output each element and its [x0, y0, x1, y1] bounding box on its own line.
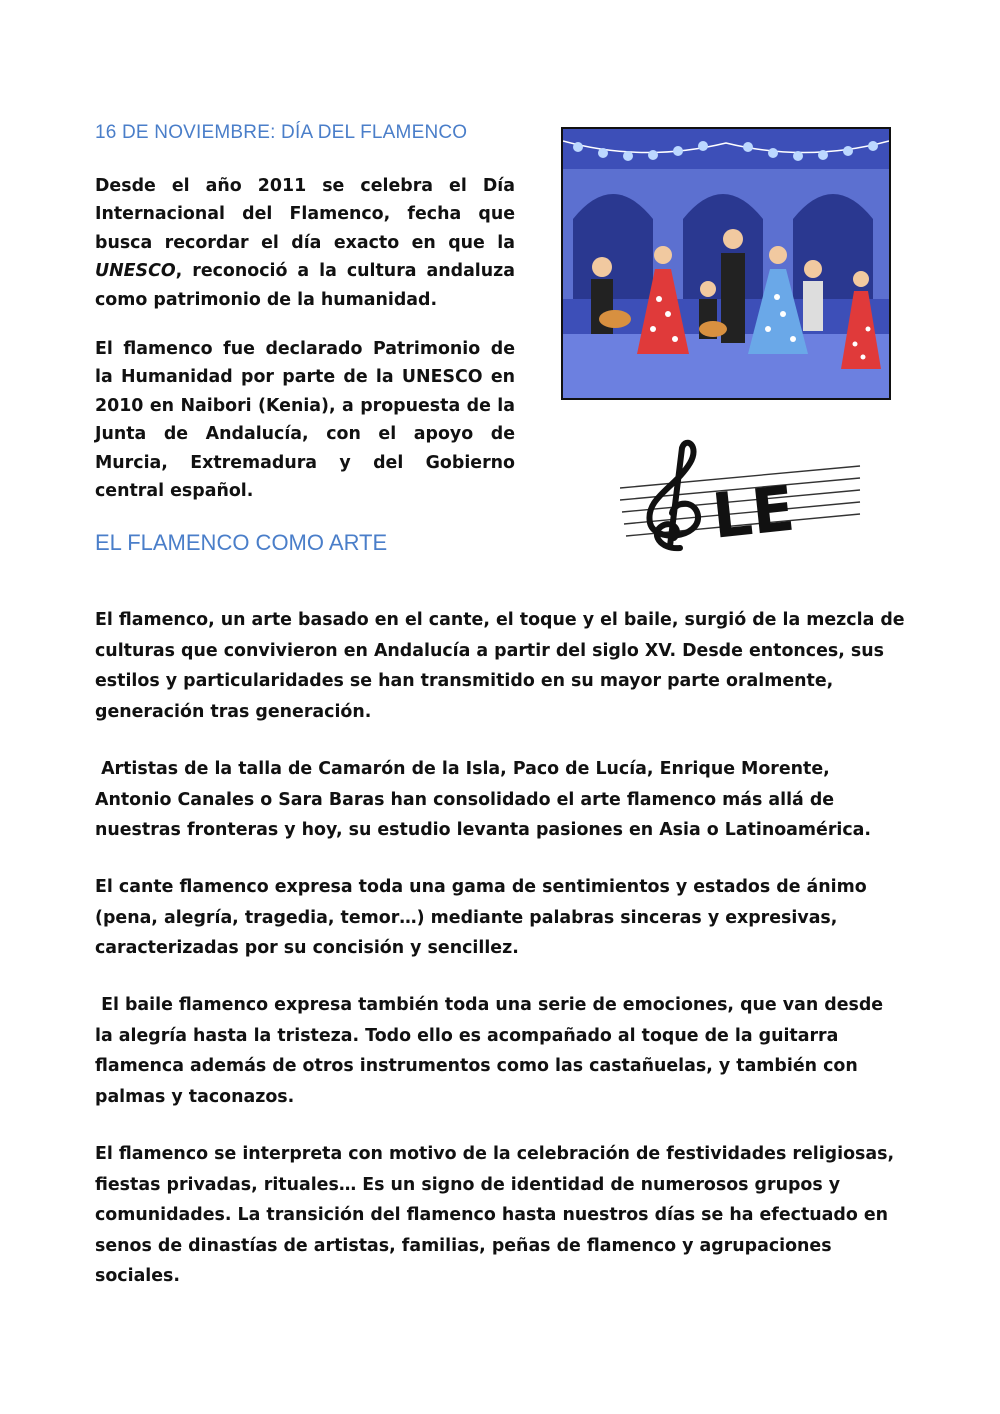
section-title: EL FLAMENCO COMO ARTE	[95, 530, 388, 555]
unesco-italic: UNESCO	[95, 261, 176, 282]
flamenco-illustration	[561, 127, 891, 400]
flamenco-dancers-image	[563, 129, 889, 398]
treble-clef-icon	[620, 438, 865, 558]
paragraph-3: El cante flamenco expresa toda una gama de sentimientos y estados de ánimo (pena, alegría, tragedia, temor…) mediante palabras sinceras y expresivas, caracterizadas por su concisión y sencillez.	[95, 877, 867, 959]
ole-text: LE	[708, 471, 798, 553]
intro-text-start: Desde el año 2011 se celebra el Día Internacional del Flamenco, fecha que busca recordar el día exacto en que la	[95, 176, 515, 253]
page-heading: 16 DE NOVIEMBRE: DÍA DEL FLAMENCO	[95, 122, 468, 143]
paragraph-4: El baile flamenco expresa también toda una serie de emociones, que van desde la alegría hasta la tristeza. Todo ello es acompañado al toque de la guitarra flamenca además de otros instrumentos como las castañuelas, y también con palmas y taconazos.	[95, 995, 890, 1107]
paragraph-2: Artistas de la talla de Camarón de la Isla, Paco de Lucía, Enrique Morente, Antonio Canales o Sara Baras han consolidado el arte flamenco más allá de nuestras fronteras y hoy, su estudio levanta pasiones en Asia o Latinoamérica.	[95, 759, 872, 841]
intro-paragraph-2: El flamenco fue declarado Patrimonio de la Humanidad por parte de la UNESCO en 2010 en Naibori (Kenia), a propuesta de la Junta de Andalucía, con el apoyo de Murcia, Extremadura y del Gobierno central español.	[95, 339, 515, 502]
intro-paragraph-1	[95, 172, 515, 314]
paragraph-1: El flamenco, un arte basado en el cante, el toque y el baile, surgió de la mezcla de culturas que convivieron en Andalucía a partir del siglo XV. Desde entonces, sus estilos y particularidades se han transmitido en su mayor parte oralmente, generación tras generación.	[95, 610, 905, 722]
paragraph-5: El flamenco se interpreta con motivo de la celebración de festividades religiosas, fiestas privadas, rituales… Es un signo de identidad de numerosos grupos y comunidades. La transición del flamenco hasta nuestros días se ha efectuado en senos de dinastías de artistas, familias, peñas de flamenco y agrupaciones sociales.	[95, 1144, 895, 1287]
ole-logo	[620, 438, 865, 558]
intro-text-end: , reconoció a la cultura andaluza como patrimonio de la humanidad.	[95, 261, 515, 310]
